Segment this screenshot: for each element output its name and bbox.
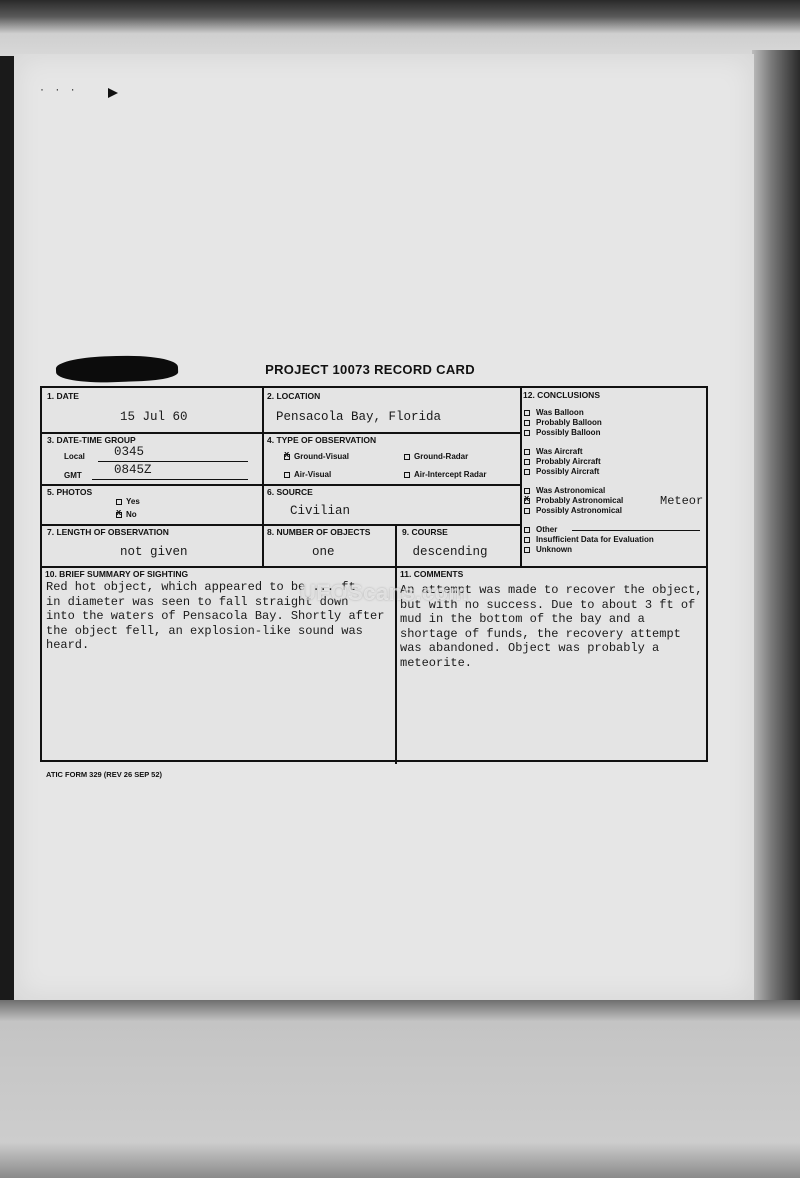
- option-ground-radar: Ground-Radar: [404, 452, 468, 461]
- objects-value: one: [312, 545, 335, 559]
- scan-right-edge: [752, 50, 800, 1010]
- checkbox-icon: [524, 537, 530, 543]
- date-label: 1. DATE: [47, 391, 79, 401]
- dtg-label: 3. DATE-TIME GROUP: [47, 435, 136, 445]
- length-label: 7. LENGTH OF OBSERVATION: [47, 527, 169, 537]
- scan-specks: · · ·: [40, 82, 79, 96]
- checkbox-icon: [116, 499, 122, 505]
- checkbox-icon: [524, 547, 530, 553]
- conclusion-item: Possibly Astronomical: [524, 506, 622, 516]
- checkbox-icon: [404, 454, 410, 460]
- conclusion-item: Insufficient Data for Evaluation: [524, 535, 654, 545]
- comments-text: An attempt was made to recover the object, but with no success. Due to about 3 ft of mud in the bottom of the bay and a shortage of funds, the recovery attempt was abandoned. Object was probably a meteorite.: [400, 583, 703, 670]
- course-value: descending: [412, 545, 488, 559]
- checkbox-icon: [116, 512, 122, 518]
- photos-label: 5. PHOTOS: [47, 487, 93, 497]
- conclusion-item: Was Aircraft: [524, 447, 583, 457]
- dtg-gmt-label: GMT: [64, 471, 82, 480]
- checkbox-icon: [524, 469, 530, 475]
- location-value: Pensacola Bay, Florida: [276, 410, 442, 424]
- conclusion-item: Probably Balloon: [524, 418, 602, 428]
- course-label: 9. COURSE: [402, 527, 448, 537]
- option-air-visual: Air-Visual: [284, 470, 331, 479]
- dtg-gmt-value: 0845Z: [114, 463, 152, 477]
- conclusion-item: x Probably Astronomical: [524, 496, 623, 506]
- observation-type-label: 4. TYPE OF OBSERVATION: [267, 435, 377, 445]
- summary-label: 10. BRIEF SUMMARY OF SIGHTING: [45, 569, 189, 579]
- source-value: Civilian: [290, 504, 351, 518]
- form-id: ATIC FORM 329 (REV 26 SEP 52): [46, 770, 163, 779]
- checkbox-icon: [404, 472, 410, 478]
- scan-bottom-edge: [0, 1000, 800, 1178]
- checkbox-icon: [284, 454, 290, 460]
- checkbox-icon: [524, 420, 530, 426]
- checkbox-icon: [524, 410, 530, 416]
- conclusion-item: Other: [524, 525, 557, 535]
- photos-option-no: x No: [116, 510, 137, 519]
- checkbox-icon: [524, 498, 530, 504]
- dtg-local-value: 0345: [114, 445, 145, 459]
- conclusion-item: Was Astronomical: [524, 486, 605, 496]
- length-value: not given: [120, 545, 188, 559]
- checkbox-icon: [284, 472, 290, 478]
- conclusion-item: Possibly Balloon: [524, 428, 600, 438]
- conclusions-label: 12. CONCLUSIONS: [523, 390, 600, 400]
- conclusion-item: Possibly Aircraft: [524, 467, 599, 477]
- date-value: 15 Jul 60: [120, 410, 188, 424]
- conclusion-annotation: Meteor: [660, 494, 704, 508]
- dtg-local-label: Local: [64, 452, 85, 461]
- scan-top-edge: [0, 0, 800, 56]
- photos-option-yes: Yes: [116, 497, 140, 506]
- checkbox-icon: [524, 459, 530, 465]
- checkbox-icon: [524, 508, 530, 514]
- option-air-intercept-radar: Air-Intercept Radar: [404, 470, 486, 479]
- checkbox-icon: [524, 527, 530, 533]
- conclusion-item: Was Balloon: [524, 408, 584, 418]
- summary-text: Red hot object, which appeared to be ... ft in diameter was seen to fall straight down into the waters of Pensacola Bay. Shortly after the object fell, an explosion-like sound was heard.: [46, 580, 385, 652]
- card-title: PROJECT 10073 RECORD CARD: [265, 362, 475, 377]
- comments-label: 11. COMMENTS: [400, 569, 464, 579]
- objects-label: 8. NUMBER OF OBJECTS: [267, 527, 371, 537]
- conclusion-item: Probably Aircraft: [524, 457, 601, 467]
- conclusion-item: Unknown: [524, 545, 572, 555]
- option-ground-visual: x Ground-Visual: [284, 452, 349, 461]
- arrow-mark-icon: [108, 88, 118, 98]
- checkbox-icon: [524, 449, 530, 455]
- watermark: UFOScans.com: [300, 580, 469, 605]
- source-label: 6. SOURCE: [267, 487, 313, 497]
- record-card: [40, 386, 708, 762]
- location-label: 2. LOCATION: [267, 391, 321, 401]
- checkbox-icon: [524, 430, 530, 436]
